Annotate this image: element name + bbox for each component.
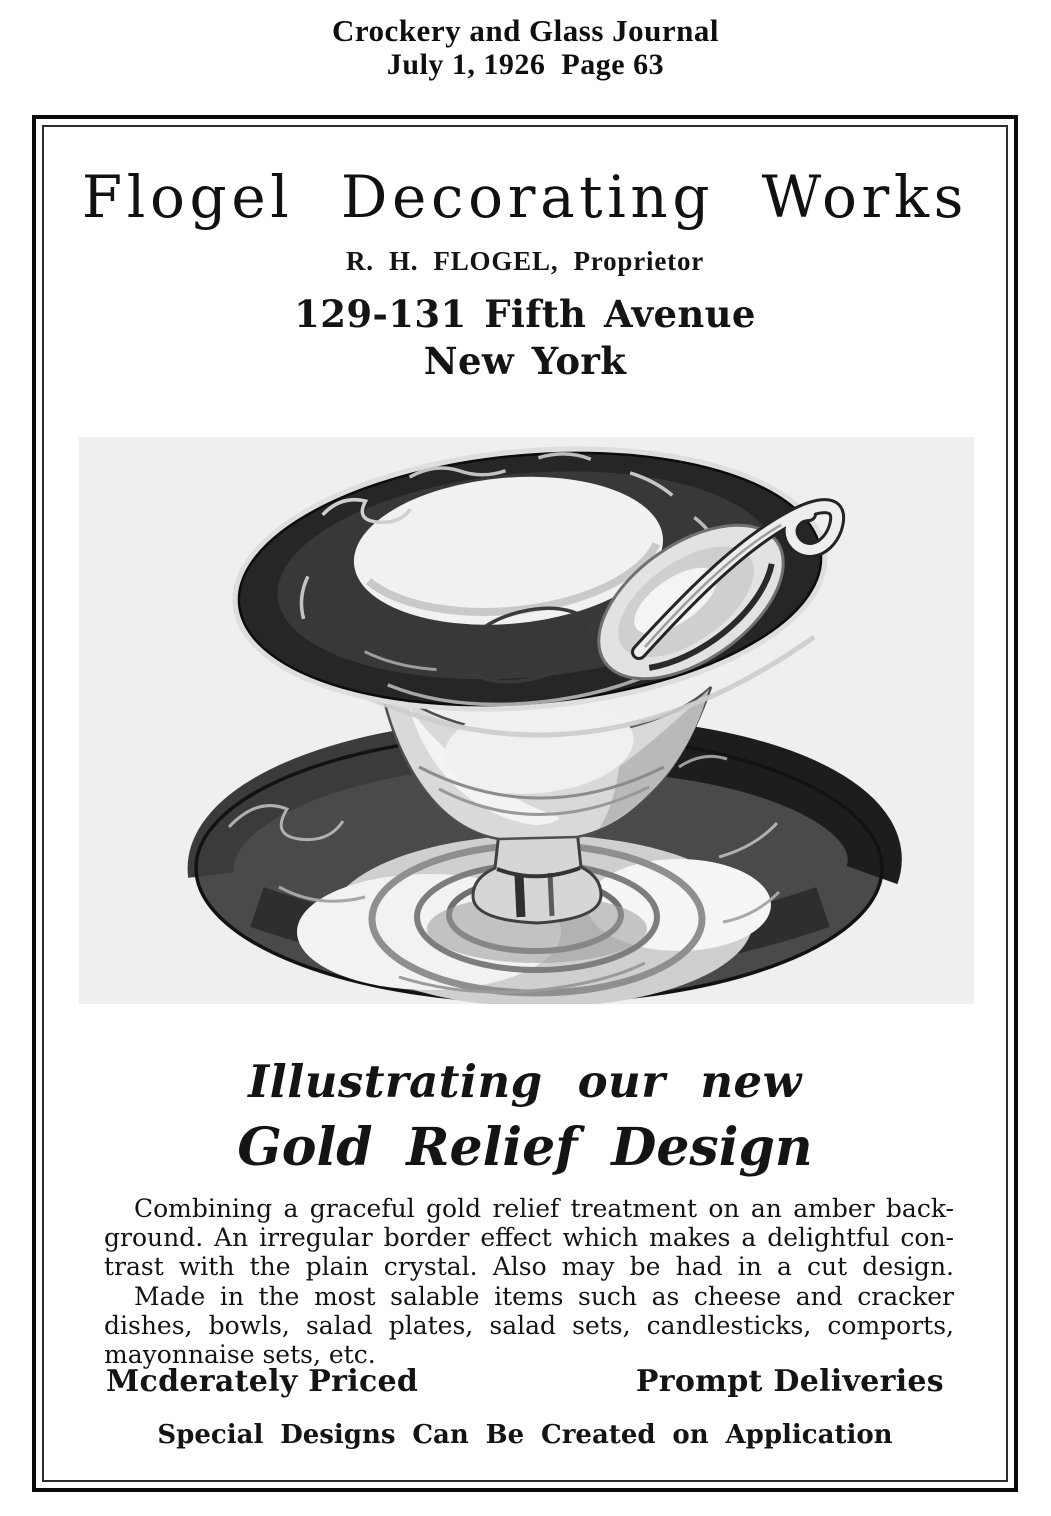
address-block <box>36 291 1014 385</box>
body-paragraph-1 <box>104 1194 954 1281</box>
special-designs-line: Special Designs Can Be Created on Application <box>157 1420 893 1450</box>
ad-frame <box>32 115 1018 1492</box>
paragraph-line: mayonnaise sets, etc. <box>104 1340 376 1369</box>
paragraph-line: Made in the most salable items such as cheese and cracker <box>134 1282 954 1311</box>
proprietor-line: R. H. FLOGEL, Proprietor <box>345 246 705 276</box>
product-photo <box>79 437 974 1004</box>
address-line-1: 129-131 Fifth Avenue <box>294 292 756 336</box>
address-line-2: New York <box>423 339 627 383</box>
body-paragraph-2 <box>104 1282 954 1369</box>
company-name: Flogel Decorating Works <box>81 163 969 231</box>
paragraph-line: ground. An irregular border effect which makes a delightful con- <box>104 1223 954 1252</box>
prompt-deliveries-label: Prompt Deliveries <box>635 1364 944 1399</box>
moderately-priced-label: Mcderately Priced <box>106 1364 419 1399</box>
paragraph-line: trast with the plain crystal. Also may be had in a cut design. <box>104 1252 954 1281</box>
footer-row <box>36 1364 1014 1399</box>
paragraph-line: dishes, bowls, salad plates, salad sets, candlesticks, comports, <box>104 1311 954 1340</box>
headline-line-2: Gold Relief Design <box>237 1117 813 1178</box>
journal-header <box>0 14 1051 82</box>
journal-date-page: July 1, 1926 Page 63 <box>386 48 665 81</box>
journal-title: Crockery and Glass Journal <box>331 13 720 48</box>
product-illustration <box>79 437 974 1004</box>
headline-line-1: Illustrating our new <box>248 1055 802 1108</box>
paragraph-line: Combining a graceful gold relief treatment on an amber back- <box>134 1194 954 1223</box>
